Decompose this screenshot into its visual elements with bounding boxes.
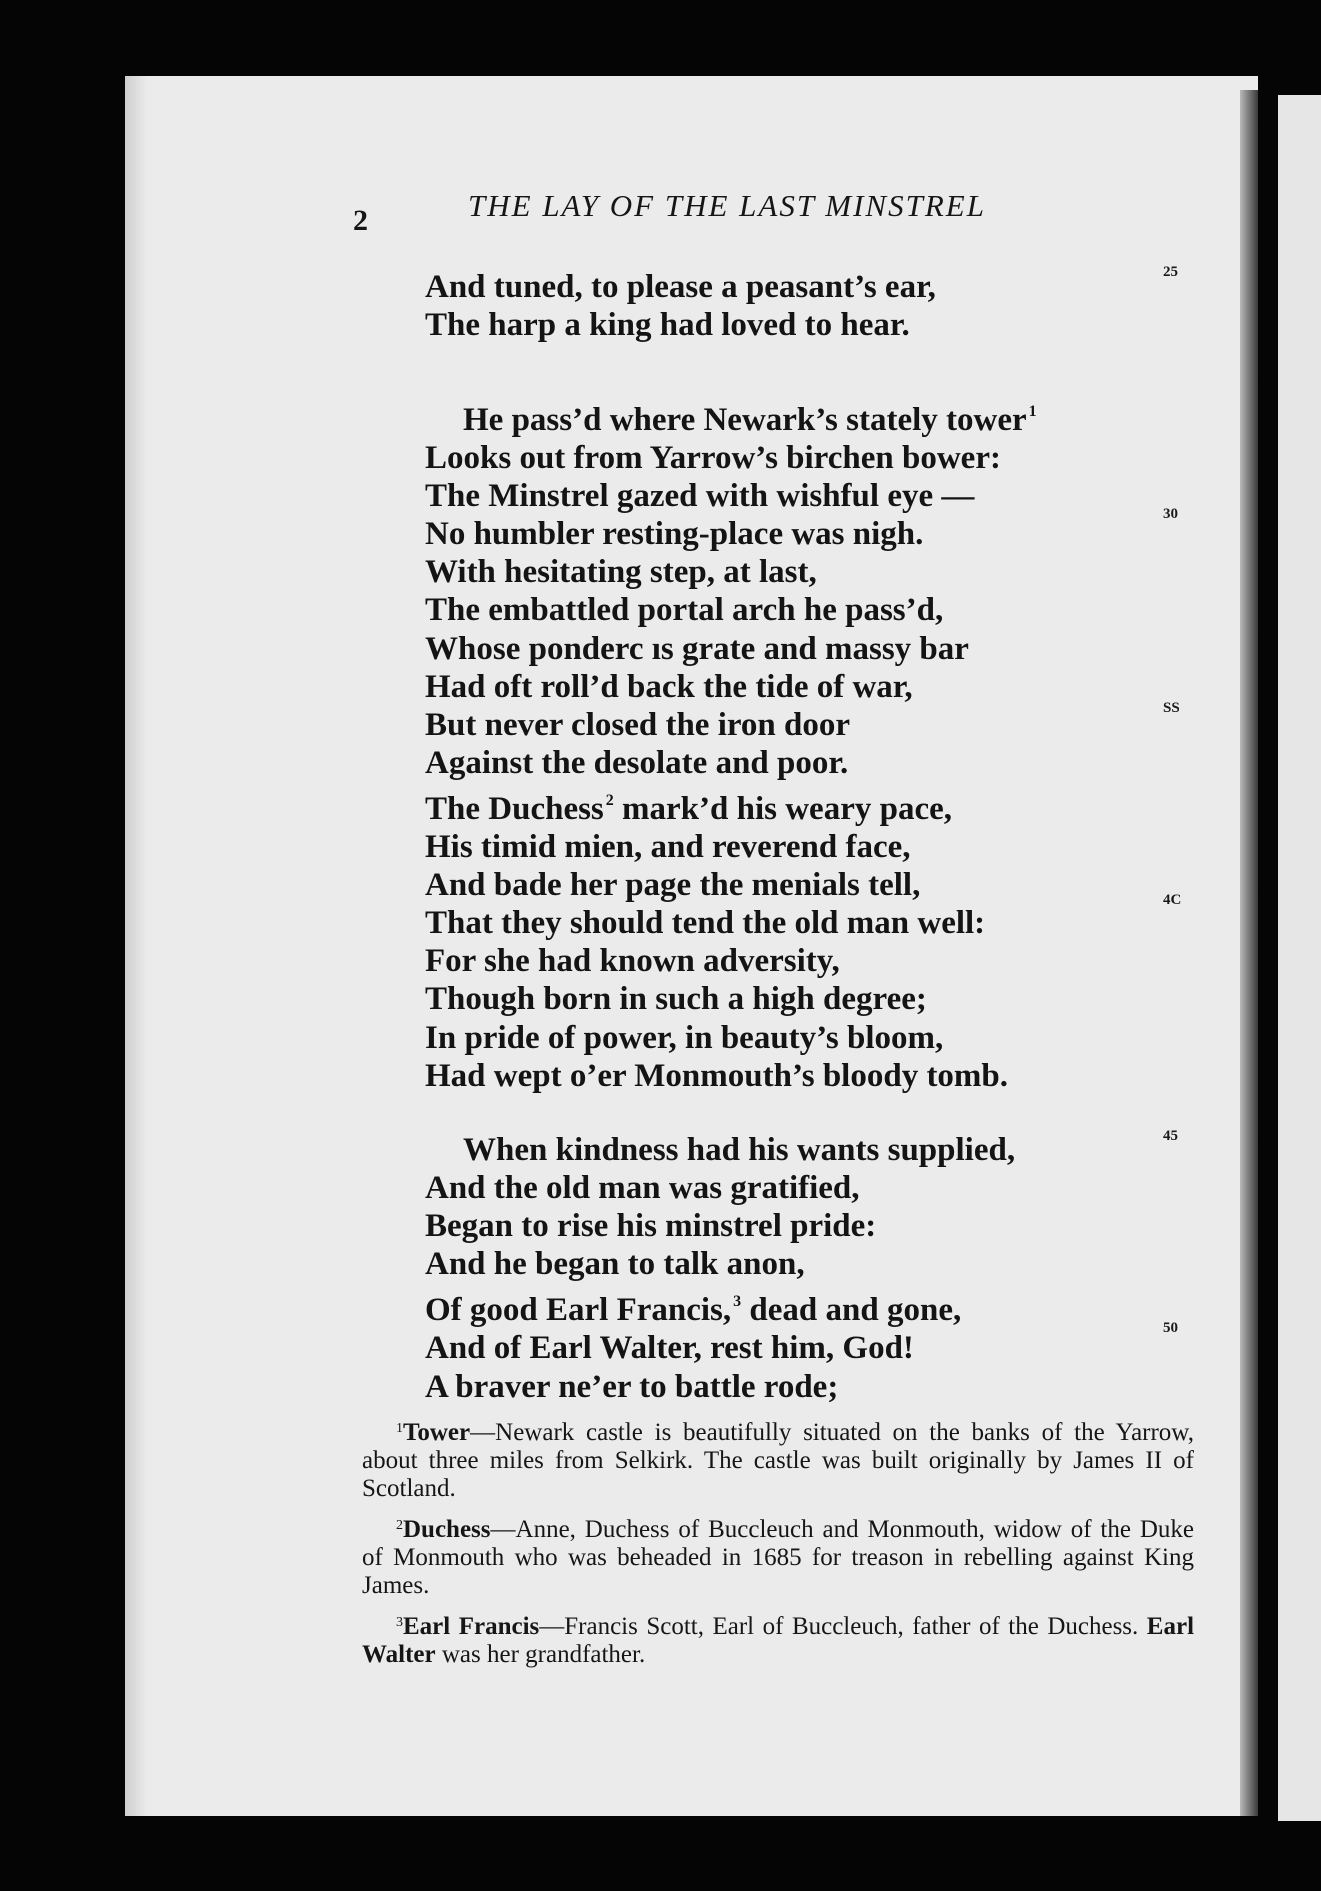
footnote-text: —Francis Scott, Earl of Buccleuch, father of the Duchess. bbox=[539, 1613, 1139, 1640]
footnote-text: —Anne, Duchess of Buccleuch and Monmouth, widow of the Duke of Monmouth who was beheaded in 1685 for treason in rebelling against King James. bbox=[362, 1516, 1194, 1599]
verse-line: Began to rise his minstrel pride: bbox=[425, 1208, 877, 1245]
line-number: SS bbox=[1163, 700, 1180, 716]
verse-text: mark’d his weary pace, bbox=[613, 790, 952, 827]
line-number: 25 bbox=[1163, 264, 1178, 280]
verse-line: When kindness had his wants supplied, bbox=[463, 1132, 1016, 1168]
footnote bbox=[362, 1415, 1194, 1503]
footnote-term: Duchess bbox=[403, 1516, 491, 1543]
verse-line: His timid mien, and reverend face, bbox=[425, 829, 911, 866]
page-edge bbox=[1240, 90, 1258, 1816]
footnote-term: Earl Walter bbox=[362, 1613, 1195, 1668]
footnote-number: 1 bbox=[396, 1421, 403, 1436]
verse-line: For she had known adversity, bbox=[425, 943, 840, 980]
footnote-marker: 3 bbox=[733, 1293, 742, 1311]
verse-line: With hesitating step, at last, bbox=[425, 554, 817, 591]
verse-line bbox=[425, 1283, 1125, 1329]
stanza-1 bbox=[425, 268, 1125, 344]
page-gutter-shadow bbox=[125, 76, 147, 1816]
footnote-term: Tower bbox=[403, 1419, 471, 1446]
verse-line: And bade her page the menials tell, bbox=[425, 867, 921, 904]
verse-line: Had wept o’er Monmouth’s bloody tomb. bbox=[425, 1057, 1009, 1094]
footnote-number: 2 bbox=[396, 1518, 403, 1533]
footnote-text: was her grandfather. bbox=[435, 1641, 646, 1668]
verse-line: Had oft roll’d back the tide of war, bbox=[425, 668, 913, 705]
adjacent-page bbox=[1278, 95, 1321, 1821]
verse-line: Though born in such a high degree; bbox=[425, 981, 927, 1018]
line-number: 50 bbox=[1163, 1320, 1178, 1336]
verse-line: Against the desolate and poor. bbox=[425, 744, 849, 781]
verse-line: The Minstrel gazed with wishful eye — bbox=[425, 478, 975, 515]
verse-text: He pass’d where Newark’s stately tower bbox=[463, 402, 1027, 438]
verse-line: And the old man was gratified, bbox=[425, 1170, 860, 1207]
page-number: 2 bbox=[353, 204, 368, 237]
verse-text: dead and gone, bbox=[741, 1292, 962, 1329]
verse-line: Whose ponderc ıs grate and massy bar bbox=[425, 630, 969, 667]
footnote bbox=[362, 1609, 1194, 1669]
verse-line: The harp a king had loved to hear. bbox=[425, 307, 910, 344]
line-number: 45 bbox=[1163, 1128, 1178, 1144]
footnotes bbox=[362, 1415, 1194, 1678]
verse-line bbox=[425, 393, 1125, 439]
footnote-marker: 1 bbox=[1028, 403, 1037, 420]
line-number: 30 bbox=[1163, 506, 1178, 522]
footnote bbox=[362, 1512, 1194, 1600]
verse-line: No humbler resting-place was nigh. bbox=[425, 516, 924, 553]
verse-text: Of good Earl Francis, bbox=[425, 1292, 732, 1329]
verse-line: That they should tend the old man well: bbox=[425, 905, 986, 942]
verse-line: The embattled portal arch he pass’d, bbox=[425, 592, 944, 629]
verse-line: And tuned, to please a peasant’s ear, bbox=[425, 269, 936, 305]
footnote-term: Earl Francis bbox=[403, 1613, 540, 1640]
verse-line: A braver ne’er to battle rode; bbox=[425, 1368, 839, 1405]
verse-text: The Duchess bbox=[425, 790, 604, 827]
verse-line: And of Earl Walter, rest him, God! bbox=[425, 1330, 914, 1367]
verse-line: But never closed the iron door bbox=[425, 706, 851, 743]
verse-line: And he began to talk anon, bbox=[425, 1246, 805, 1283]
verse-line bbox=[425, 782, 1125, 828]
line-number: 4C bbox=[1163, 892, 1182, 908]
footnote-number: 3 bbox=[396, 1615, 403, 1630]
footnote-marker: 2 bbox=[605, 791, 614, 809]
stanza-3 bbox=[425, 1131, 1125, 1406]
footnote-text: —Newark castle is beautifully situated on the banks of the Yarrow, about three miles from Selkirk. The castle was built originally by James II of Scotland. bbox=[362, 1419, 1194, 1502]
verse-line: In pride of power, in beauty’s bloom, bbox=[425, 1019, 944, 1056]
stanza-2 bbox=[425, 393, 1125, 1095]
verse-line: Looks out from Yarrow’s birchen bower: bbox=[425, 440, 1001, 477]
running-head: THE LAY OF THE LAST MINSTREL bbox=[468, 188, 986, 223]
